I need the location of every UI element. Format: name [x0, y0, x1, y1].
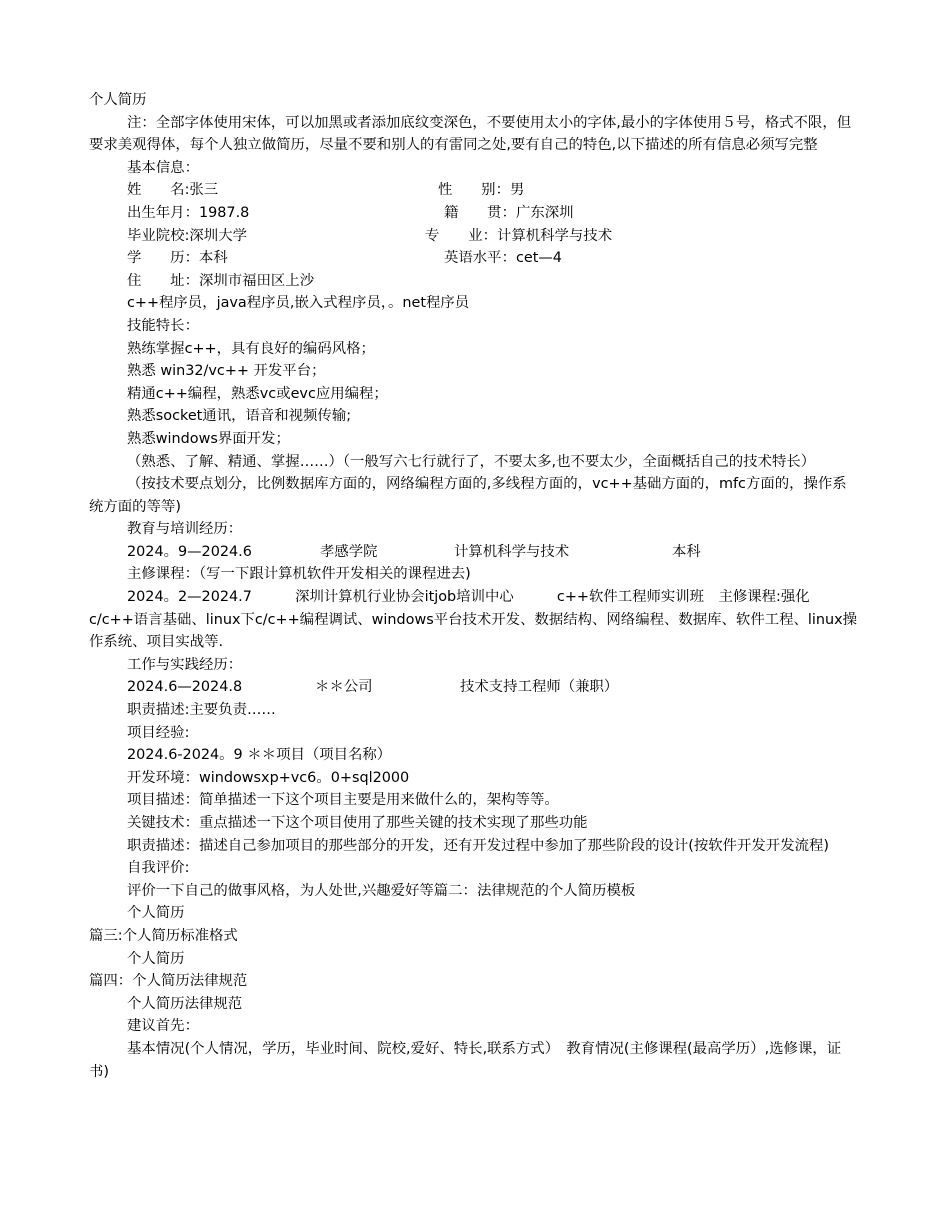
work-role: 技术支持工程师（兼职）: [460, 679, 619, 696]
resume-document: [89, 89, 861, 1083]
work-date: 2024.6—2024.8: [127, 679, 243, 696]
self-eval-text: 评价一下自己的做事风格，为人处世,兴趣爱好等篇二：法律规范的个人简历模板: [127, 882, 636, 899]
skill-item: 熟练掌握c++，具有良好的编码风格；: [127, 340, 375, 357]
education-school: 孝感学院: [320, 543, 378, 560]
school-field: 毕业院校:深圳大学: [127, 227, 247, 244]
project-desc: 项目描述：简单描述一下这个项目主要是用来做什么的，架构等等。: [127, 792, 559, 809]
suggestion-text: 基本情况(个人情况，学历，毕业时间、院校,爱好、特长,联系方式） 教育情况(主修课程(最高学历）,选修课，证书): [89, 1040, 842, 1080]
project-date-name: 2024.6-2024。9 ＊＊项目（项目名称）: [127, 747, 392, 764]
work-row: [89, 676, 861, 699]
skills-note: （熟悉、了解、精通、掌握……）（一般写六七行就行了，不要太多,也不要太少，全面概括自己的技术特长）: [127, 453, 816, 470]
section-title: 个人简历: [127, 905, 185, 922]
education-degree: 本科: [672, 543, 701, 560]
work-duty: 职责描述:主要负责……: [127, 702, 276, 719]
major-field: 专 业：计算机科学与技术: [425, 227, 613, 244]
job-objective: c++程序员，java程序员,嵌入式程序员，。net程序员: [127, 295, 470, 312]
native-field: 籍 贯：广东深圳: [444, 204, 574, 221]
education-heading: 教育与培训经历：: [127, 521, 243, 538]
education-major: 计算机科学与技术: [454, 543, 570, 560]
format-note: 注：全部字体使用宋体，可以加黑或者添加底纹变深色，不要使用太小的字体,最小的字体使用５号，格式不限，但要求美观得体，每个人独立做简历，尽量不要和别人的有雷同之处,要有自己的特色,以下描述的所有信息必须写完整: [89, 114, 852, 154]
project-duty: 职责描述：描述自己参加项目的那些部分的开发，还有开发过程中参加了那些阶段的设计(按软件开发开发流程): [127, 837, 829, 854]
page-title: 个人简历: [89, 92, 147, 108]
name-field: 姓 名:张三: [127, 182, 219, 199]
gender-field: 性 别：男: [438, 182, 525, 199]
education-date: 2024。9—2024.6: [127, 543, 252, 560]
english-field: 英语水平：cet—4: [444, 250, 562, 267]
basic-row-degree: [89, 247, 861, 270]
basic-row-name: [89, 179, 861, 202]
basic-row-school: [89, 225, 861, 248]
work-company: ＊＊公司: [315, 679, 373, 696]
work-heading: 工作与实践经历：: [127, 656, 243, 673]
birth-field: 出生年月：1987.8: [127, 204, 250, 221]
article-heading: 篇三:个人简历标准格式: [89, 927, 238, 944]
self-eval-heading: 自我评价:: [127, 860, 190, 877]
basic-row-birth: [89, 202, 861, 225]
article-heading: 篇四：个人简历法律规范: [89, 973, 248, 990]
main-courses: 主修课程：（写一下跟计算机软件开发相关的课程进去): [127, 566, 471, 583]
address-field: 住 址：深圳市福田区上沙: [127, 272, 315, 289]
skill-item: 熟悉 win32/vc++ 开发平台；: [127, 363, 326, 380]
skill-item: 精通c++编程，熟悉vc或evc应用编程；: [127, 385, 388, 402]
skills-note: （按技术要点划分，比例数据库方面的，网络编程方面的,多线程方面的，vc++基础方面的，mfc方面的，操作系统方面的等等): [89, 476, 847, 515]
project-tech: 关键技术：重点描述一下这个项目使用了那些关键的技术实现了那些功能: [127, 815, 588, 831]
skills-heading: 技能特长：: [127, 317, 199, 334]
skill-item: 熟悉socket通讯，语音和视频传输;: [127, 408, 352, 425]
project-env: 开发环境：windowsxp+vc6。0+sql2000: [127, 769, 410, 786]
education-row: [89, 541, 861, 564]
degree-field: 学 历：本科: [127, 250, 228, 267]
suggestion-heading: 建议首先：: [127, 1018, 199, 1035]
section-title: 个人简历法律规范: [127, 995, 243, 1012]
section-title: 个人简历: [127, 950, 185, 967]
basic-row-address: [89, 270, 861, 293]
project-heading: 项目经验:: [127, 724, 190, 741]
skill-item: 熟悉windows界面开发；: [127, 430, 290, 447]
training-entry: 2024。2—2024.7 深圳计算机行业协会itjob培训中心 c++软件工程师实训班 主修课程:强化c/c++语言基础、linux下c/c++编程调试、windows平台技术开发、数据结构、网络编程、数据库、软件工程、linux操作系统、项目实战等.: [89, 589, 858, 651]
basic-info-heading: 基本信息：: [127, 159, 199, 176]
